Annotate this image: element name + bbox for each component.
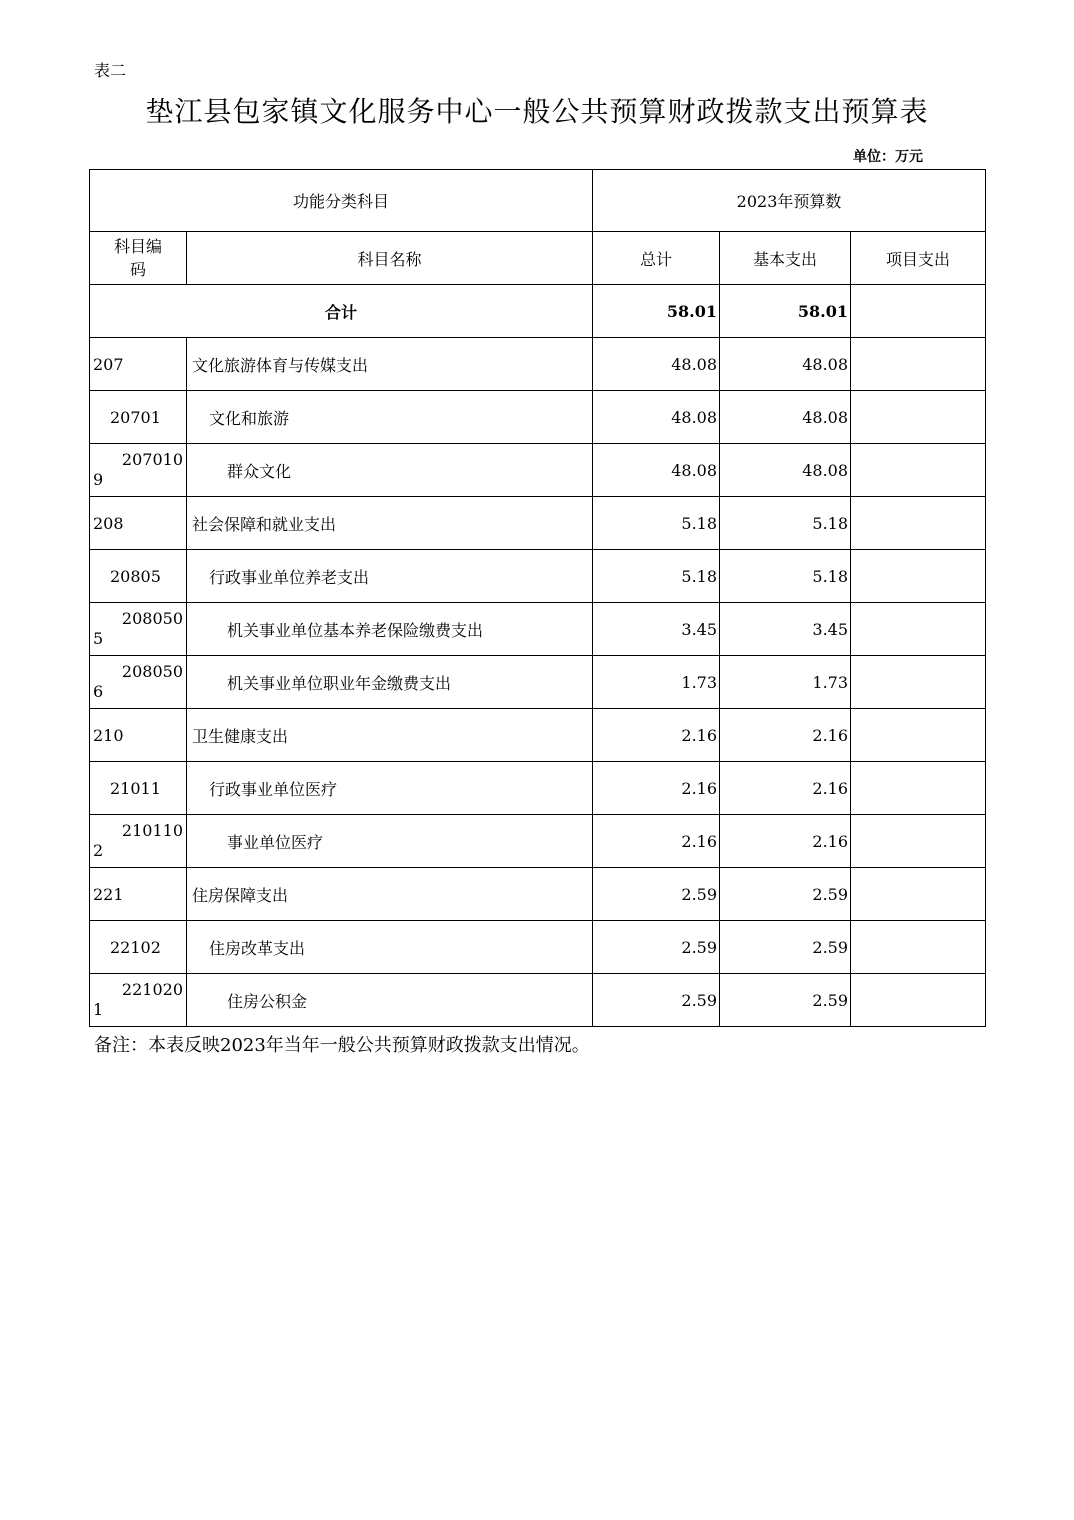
table-row <box>90 444 986 497</box>
row-code-part2: 5 <box>93 629 104 648</box>
row-basic: 2.59 <box>720 868 851 921</box>
row-project <box>851 391 986 444</box>
row-basic: 48.08 <box>720 391 851 444</box>
table-row <box>90 709 986 762</box>
row-code <box>90 656 187 709</box>
row-basic: 2.16 <box>720 815 851 868</box>
row-project <box>851 815 986 868</box>
column-header-code-line2: 码 <box>129 260 146 279</box>
row-total: 1.73 <box>593 656 720 709</box>
row-name: 机关事业单位基本养老保险缴费支出 <box>187 603 593 656</box>
row-total: 2.16 <box>593 709 720 762</box>
table-row <box>90 497 986 550</box>
row-total: 48.08 <box>593 391 720 444</box>
row-basic: 5.18 <box>720 497 851 550</box>
table-row <box>90 974 986 1027</box>
column-header-code-line1: 科目编 <box>113 237 162 256</box>
row-total: 2.59 <box>593 868 720 921</box>
row-code: 20805 <box>90 550 187 603</box>
unit-label: 单位：万元 <box>853 149 923 165</box>
row-total: 5.18 <box>593 497 720 550</box>
row-project <box>851 656 986 709</box>
total-total: 58.01 <box>593 285 720 338</box>
column-header-project: 项目支出 <box>851 232 986 285</box>
row-total: 48.08 <box>593 444 720 497</box>
row-code: 207 <box>90 338 187 391</box>
row-name: 行政事业单位养老支出 <box>187 550 593 603</box>
column-header-name: 科目名称 <box>187 232 593 285</box>
group-header-row <box>90 170 986 232</box>
table-row <box>90 921 986 974</box>
row-basic: 48.08 <box>720 338 851 391</box>
row-code: 21011 <box>90 762 187 815</box>
table-row <box>90 603 986 656</box>
row-code: 208 <box>90 497 187 550</box>
row-project <box>851 921 986 974</box>
row-basic: 1.73 <box>720 656 851 709</box>
row-code: 20701 <box>90 391 187 444</box>
table-label: 表二 <box>94 61 127 80</box>
row-basic: 2.59 <box>720 921 851 974</box>
row-basic: 2.59 <box>720 974 851 1027</box>
row-basic: 48.08 <box>720 444 851 497</box>
row-basic: 2.16 <box>720 709 851 762</box>
row-code-part1: 210110 <box>121 821 183 840</box>
row-code <box>90 444 187 497</box>
row-name: 文化和旅游 <box>187 391 593 444</box>
total-label: 合计 <box>90 285 593 338</box>
row-code: 221 <box>90 868 187 921</box>
row-project <box>851 497 986 550</box>
row-project <box>851 603 986 656</box>
table-row <box>90 338 986 391</box>
row-code-part2: 9 <box>93 470 104 489</box>
row-project <box>851 444 986 497</box>
row-code <box>90 974 187 1027</box>
row-name: 住房改革支出 <box>187 921 593 974</box>
row-total: 3.45 <box>593 603 720 656</box>
row-name: 住房保障支出 <box>187 868 593 921</box>
row-code: 22102 <box>90 921 187 974</box>
total-basic: 58.01 <box>720 285 851 338</box>
row-code-part2: 6 <box>93 682 104 701</box>
row-project <box>851 762 986 815</box>
row-project <box>851 338 986 391</box>
row-code-part1: 207010 <box>121 450 183 469</box>
row-name: 行政事业单位医疗 <box>187 762 593 815</box>
group-header-budget: 2023年预算数 <box>593 170 986 232</box>
group-header-function: 功能分类科目 <box>90 170 593 232</box>
table-row <box>90 656 986 709</box>
row-name: 群众文化 <box>187 444 593 497</box>
footnote: 备注：本表反映2023年当年一般公共预算财政拨款支出情况。 <box>94 1035 590 1056</box>
row-total: 2.59 <box>593 974 720 1027</box>
row-basic: 2.16 <box>720 762 851 815</box>
row-project <box>851 550 986 603</box>
row-code <box>90 815 187 868</box>
total-project <box>851 285 986 338</box>
table-row <box>90 391 986 444</box>
table-row <box>90 868 986 921</box>
row-project <box>851 868 986 921</box>
row-code-part1: 208050 <box>121 662 183 681</box>
column-header-total: 总计 <box>593 232 720 285</box>
column-header-code <box>90 232 187 285</box>
row-total: 5.18 <box>593 550 720 603</box>
total-row <box>90 285 986 338</box>
row-total: 2.59 <box>593 921 720 974</box>
page-title: 垫江县包家镇文化服务中心一般公共预算财政拨款支出预算表 <box>145 95 929 128</box>
row-total: 2.16 <box>593 762 720 815</box>
row-name: 住房公积金 <box>187 974 593 1027</box>
column-header-row <box>90 232 986 285</box>
row-name: 机关事业单位职业年金缴费支出 <box>187 656 593 709</box>
table-row <box>90 762 986 815</box>
row-name: 社会保障和就业支出 <box>187 497 593 550</box>
row-name: 文化旅游体育与传媒支出 <box>187 338 593 391</box>
table-row <box>90 550 986 603</box>
row-code-part1: 208050 <box>121 609 183 628</box>
row-project <box>851 974 986 1027</box>
row-name: 卫生健康支出 <box>187 709 593 762</box>
row-basic: 5.18 <box>720 550 851 603</box>
row-code-part2: 1 <box>93 1000 104 1019</box>
row-project <box>851 709 986 762</box>
row-total: 48.08 <box>593 338 720 391</box>
row-total: 2.16 <box>593 815 720 868</box>
budget-table <box>89 169 986 1027</box>
row-code-part2: 2 <box>93 841 104 860</box>
column-header-basic: 基本支出 <box>720 232 851 285</box>
row-name: 事业单位医疗 <box>187 815 593 868</box>
table-row <box>90 815 986 868</box>
row-code-part1: 221020 <box>121 980 183 999</box>
row-code: 210 <box>90 709 187 762</box>
row-code <box>90 603 187 656</box>
row-basic: 3.45 <box>720 603 851 656</box>
